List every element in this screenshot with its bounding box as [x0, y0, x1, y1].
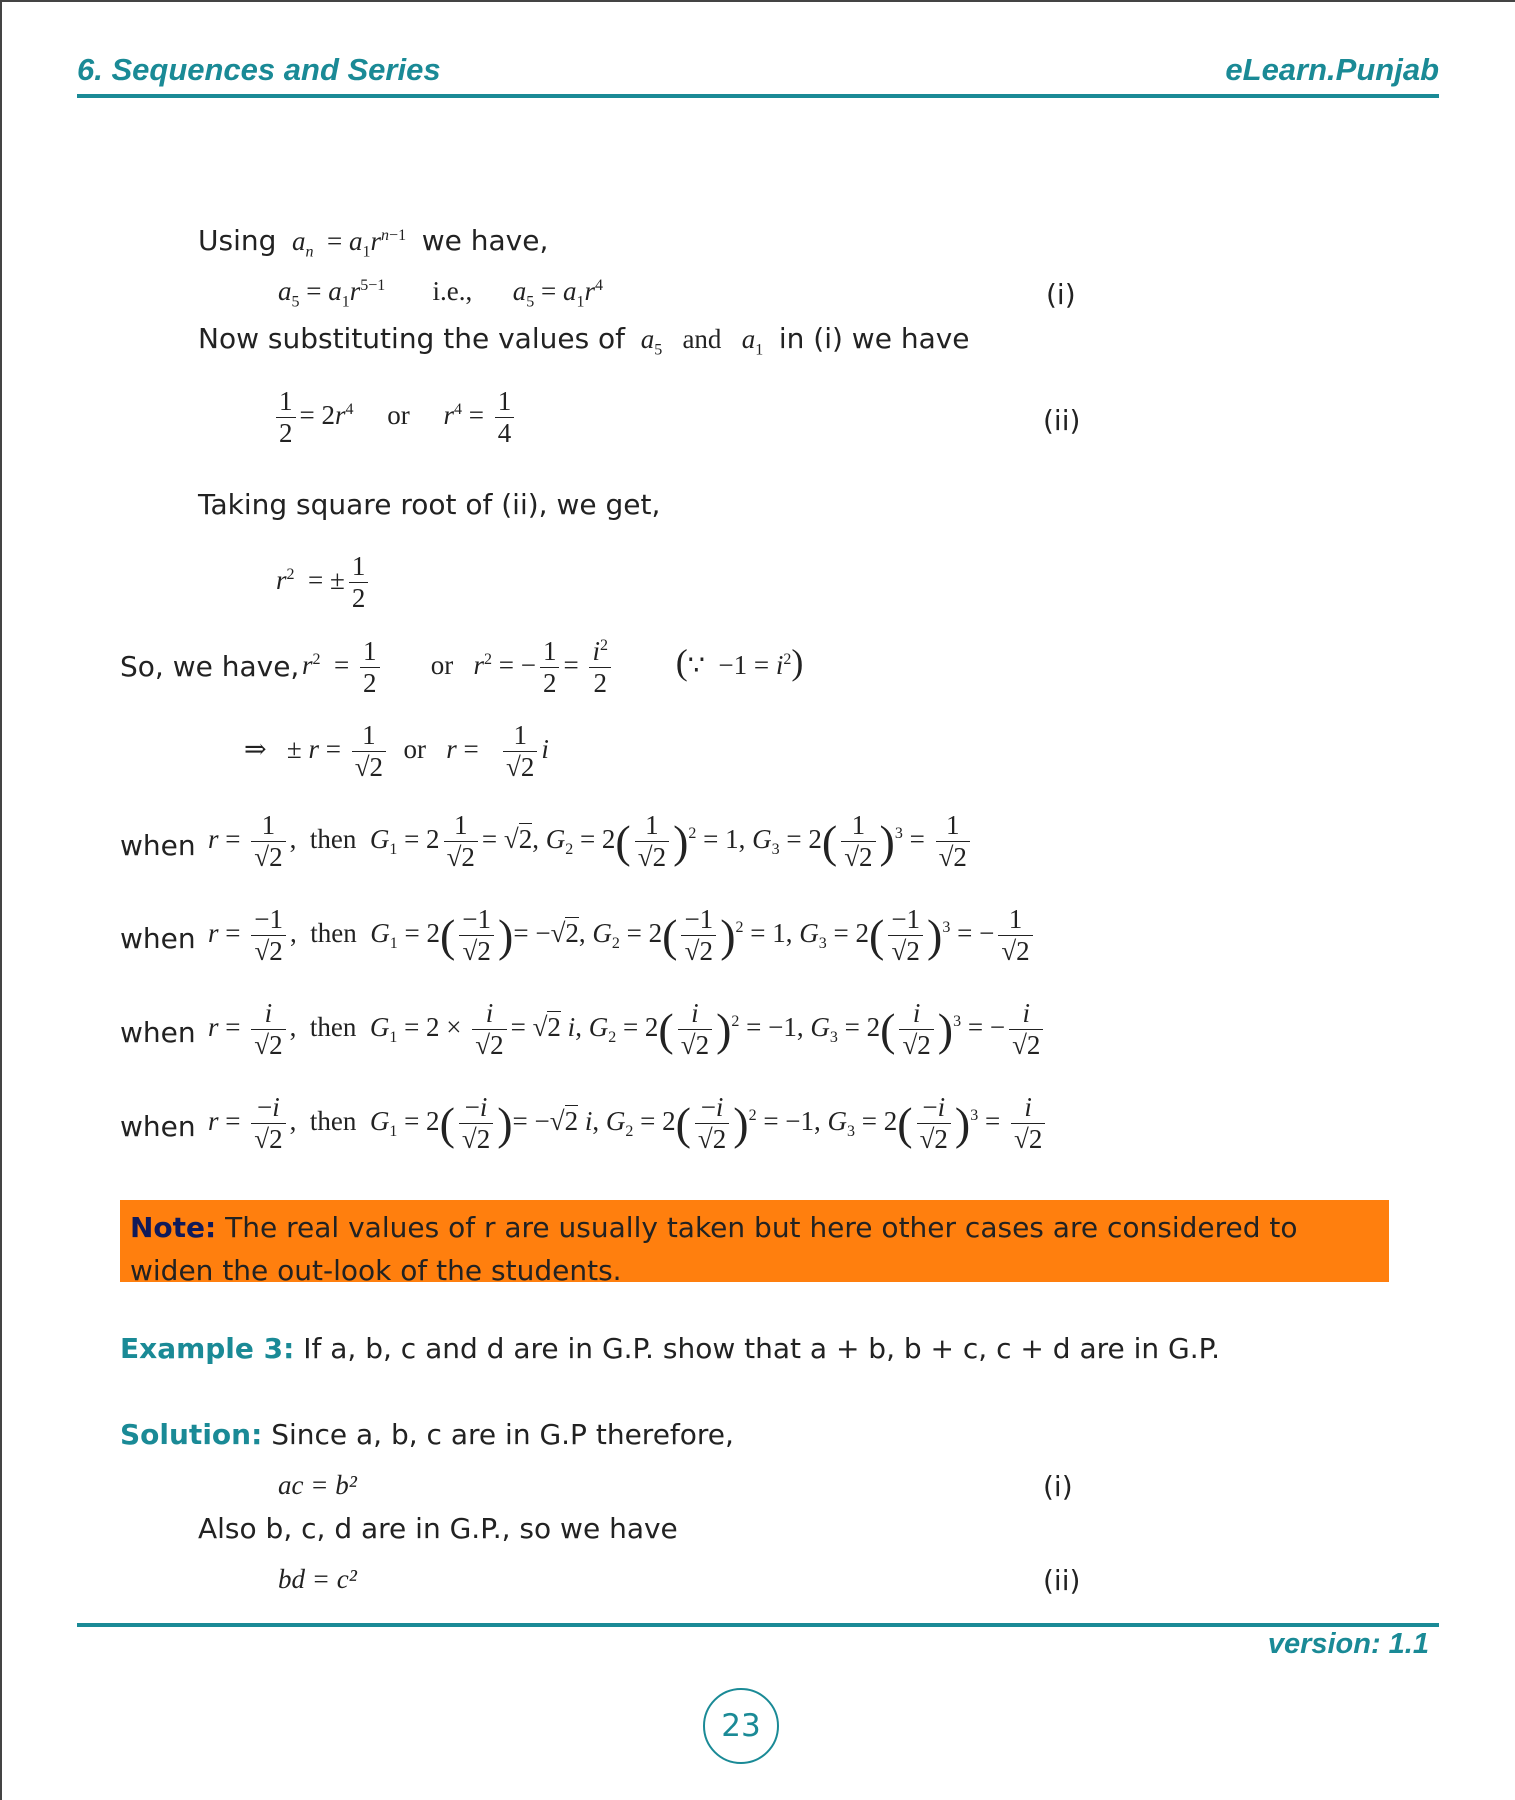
text-line: So, we have, [120, 650, 300, 683]
note-body: The real values of r are usually taken but here other cases are considered to widen the out-look of the students. [130, 1211, 1298, 1287]
text-line: Taking square root of (ii), we get, [198, 488, 661, 521]
brand-title: eLearn.Punjab [1225, 52, 1439, 87]
example-label: Example 3: [120, 1332, 295, 1365]
equation: r = $\frac{1}{√2}$ , then $G_1 = 2$ $\frac{1}{√2}$ = √2, $G_2 = 2$( $\frac{1}{√2}$ )$^2$ = 1, $G_3 = 2$( $\frac{1}{√2}$ )$^3$ = $\frac{1}{√2}$ [208, 810, 974, 873]
equation-tag: (i) [1043, 1470, 1073, 1503]
text-line: Using $a_n = a_1r^{n-1}$ we have, [198, 224, 549, 261]
equation: r = $\frac{-i}{√2}$ , then $G_1 = 2$( $\frac{-i}{√2}$ )= −√2 i, $G_2 = 2$( $\frac{-i}{√2}$ )$^2$ = −1, $G_3 = 2$( $\frac{-i}{√2}$ )$^3$ = $\frac{i}{√2}$ [208, 1092, 1049, 1155]
page-border-left [0, 0, 2, 1800]
equation: $r^2$ = ± $\frac{1}{2}$ [276, 551, 372, 614]
text-line: when [120, 1110, 196, 1143]
footer-rule [77, 1623, 1439, 1627]
solution-line [120, 1418, 734, 1451]
chapter-title: 6. Sequences and Series [77, 52, 441, 87]
text-line: Now substituting the values of $a_5$ and $a_1$ in (i) we have [198, 322, 970, 359]
equation: r = $\frac{-1}{√2}$ , then $G_1 = 2$( $\frac{-1}{√2}$ )= −√2, $G_2 = 2$( $\frac{-1}{√2}$ )$^2$ = 1, $G_3 = 2$( $\frac{-1}{√2}$ )$^3$ = − $\frac{1}{√2}$ [208, 904, 1037, 967]
page-border [0, 0, 1515, 2]
equation: ac = b² [278, 1470, 357, 1500]
text-line: when [120, 922, 196, 955]
text-line: when [120, 1016, 196, 1049]
equation-tag: (ii) [1043, 404, 1081, 437]
equation: ⇒ ± r = $\frac{1}{√2}$ or r = $\frac{1}{√2}$ i [244, 720, 549, 783]
note-box [120, 1200, 1389, 1287]
text-line: when [120, 829, 196, 862]
solution-label: Solution: [120, 1418, 263, 1451]
equation-tag: (ii) [1043, 1564, 1081, 1597]
equation: r = $\frac{i}{√2}$ , then $G_1 = 2$ × $\frac{i}{√2}$ = √2 i, $G_2 = 2$( $\frac{i}{√2}$ )$^2$ = −1, $G_3 = 2$( $\frac{i}{√2}$ )$^3$ = − $\frac{i}{√2}$ [208, 998, 1047, 1061]
example-line [120, 1332, 1220, 1365]
equation: $r^2$ = $\frac{1}{2}$ or $r^2$ = − $\frac{1}{2}$ = $\frac{i^2}{2}$ (∵ $-1 = i^2$) [302, 636, 804, 699]
equation: bd = c² [278, 1564, 357, 1594]
version-label: version: 1.1 [1267, 1628, 1429, 1660]
text-line: Also b, c, d are in G.P., so we have [198, 1512, 678, 1545]
note-text [130, 1206, 1380, 1292]
page-number: 23 [703, 1688, 779, 1764]
example-statement: If a, b, c and d are in G.P. show that a + b, b + c, c + d are in G.P. [303, 1332, 1221, 1365]
equation: $a_5 = a_1r^{5-1}$ i.e., $a_5 = a_1r^4$ [278, 276, 604, 311]
equation-tag: (i) [1046, 278, 1076, 311]
equation: $\frac{1}{2}$ = $2r^4$ or $r^4$ = $\frac{1}{4}$ [272, 386, 518, 449]
solution-text: Since a, b, c are in G.P therefore, [271, 1418, 734, 1451]
note-label: Note: [130, 1211, 217, 1244]
header-rule [77, 94, 1439, 98]
